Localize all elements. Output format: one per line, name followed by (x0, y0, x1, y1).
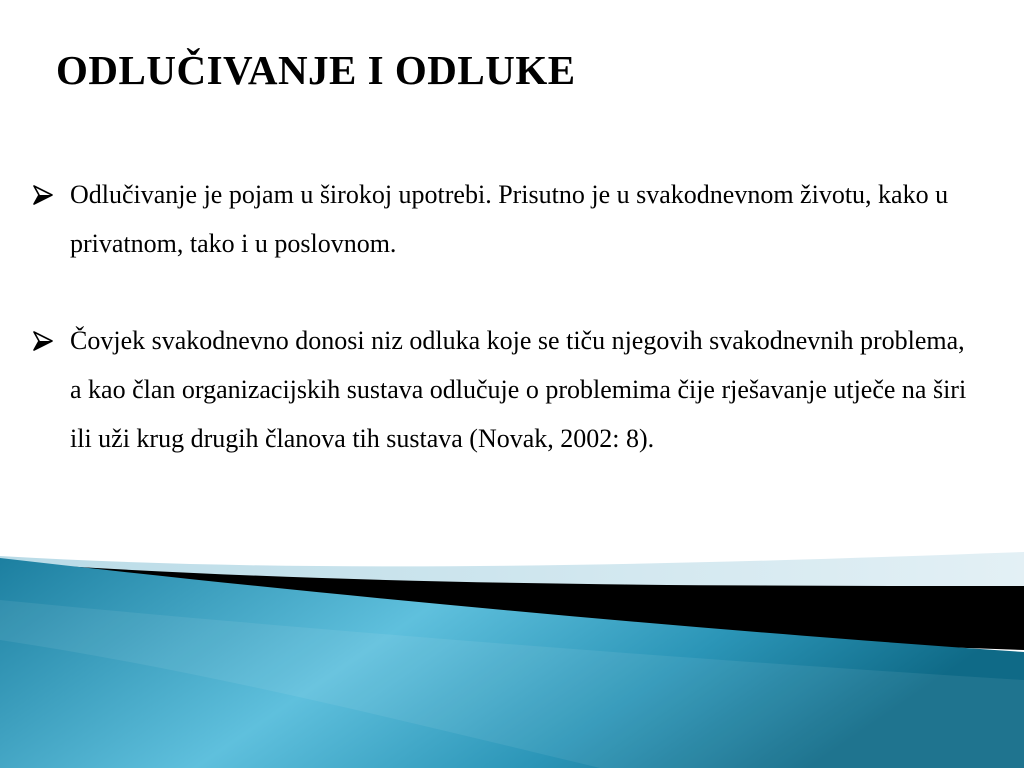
arrow-bullet-icon (32, 331, 54, 351)
arrow-bullet-icon (32, 185, 54, 205)
slide-title: ODLUČIVANJE I ODLUKE (56, 47, 576, 93)
bullet-item (30, 170, 980, 268)
bullet-text: Čovjek svakodnevno donosi niz odluka koje se tiču njegovih svakodnevnih problema, a kao član organizacijskih sustava odlučuje o problemima čije rješavanje utječe na širi ili uži krug drugih članova tih sustava (Novak, 2002: 8). (70, 326, 967, 453)
bullet-item (30, 316, 980, 463)
bullet-list (30, 170, 980, 463)
bullet-text: Odlučivanje je pojam u širokoj upotrebi. Prisutno je u svakodnevnom životu, kako u privatnom, tako i u poslovnom. (70, 180, 949, 258)
